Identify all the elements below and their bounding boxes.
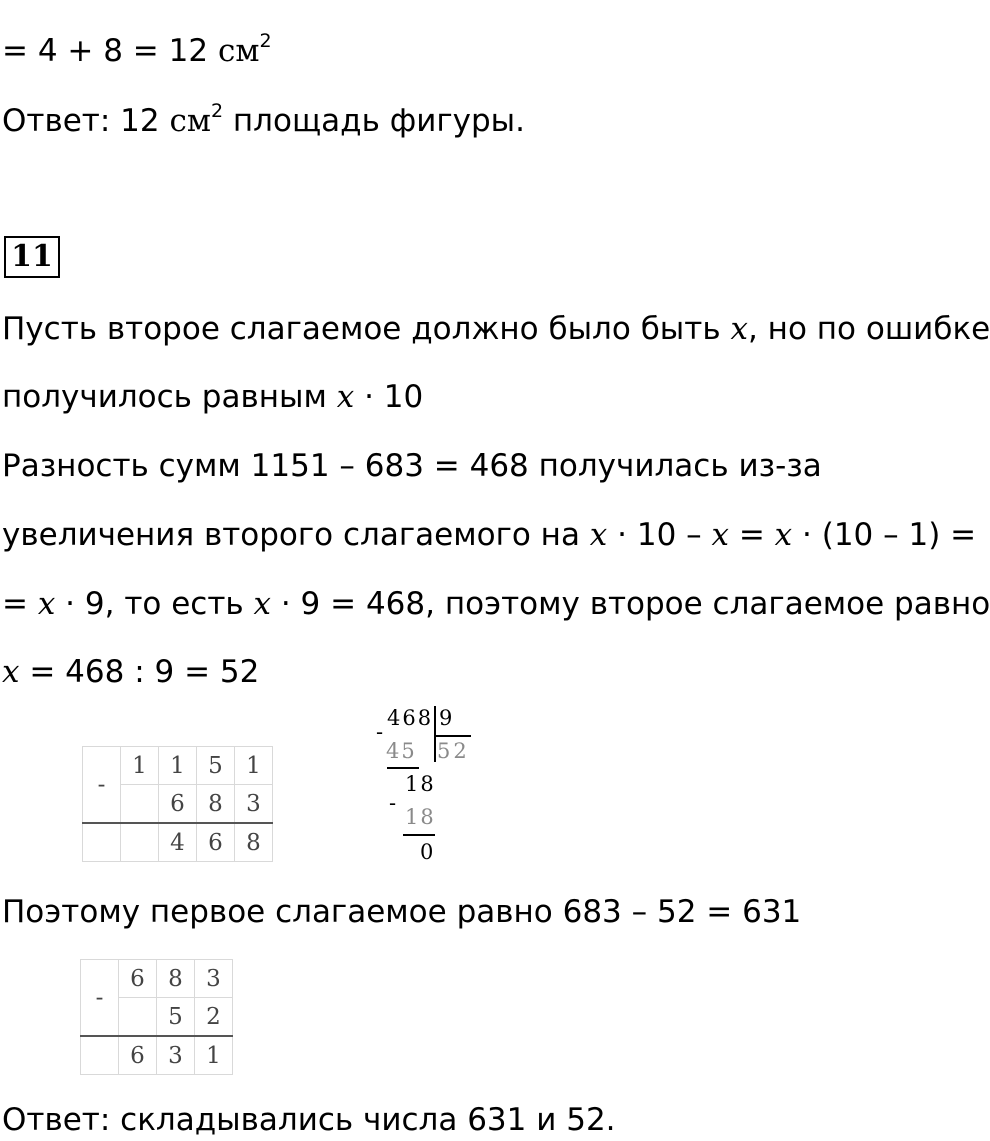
digit-cell: 5 <box>157 998 195 1037</box>
text: · 10 – <box>607 517 712 553</box>
empty-cell <box>121 823 159 862</box>
text: = <box>728 517 775 553</box>
text: увеличения второго слагаемого на <box>2 517 590 553</box>
digit-cell: 6 <box>119 1036 157 1075</box>
quotient: 52 <box>437 739 470 763</box>
empty-cell <box>121 785 159 824</box>
digit-cell: 3 <box>157 1036 195 1075</box>
solution-line-3: Разность сумм 1151 – 683 = 468 получилась из-за <box>2 448 822 484</box>
remainder-2: 0 <box>420 840 434 864</box>
unit-text: см <box>217 33 260 69</box>
solution-line-4 <box>2 517 977 553</box>
digit-cell: 1 <box>235 747 273 785</box>
digit-cell: 8 <box>235 823 273 862</box>
math-variable: x <box>589 517 608 553</box>
solution-line-5 <box>2 586 990 622</box>
math-variable: x <box>253 586 271 622</box>
math-variable: x <box>37 586 56 622</box>
minus-sign: - <box>376 720 384 744</box>
unit-text: см <box>169 103 211 139</box>
division-bar-horizontal <box>434 735 471 737</box>
solution-line-6 <box>2 654 260 690</box>
equation-text: = 4 + 8 = 12 <box>2 33 218 69</box>
math-variable: x <box>711 517 729 553</box>
subtrahend-2: 18 <box>405 805 436 829</box>
digit-cell: 4 <box>159 823 197 862</box>
digit-cell: 6 <box>119 960 157 998</box>
math-variable: x <box>336 379 355 415</box>
answer-line-prev <box>2 100 525 139</box>
equation-line <box>2 30 272 69</box>
text: Пусть второе слагаемое должно было быть <box>2 311 731 347</box>
minus-sign: - <box>83 747 121 824</box>
text: · (10 – 1) = <box>792 517 977 553</box>
empty-cell <box>119 998 157 1037</box>
digit-cell: 8 <box>197 785 235 824</box>
minus-sign: - <box>389 791 397 815</box>
digit-cell: 2 <box>195 998 233 1037</box>
text: = <box>2 586 38 622</box>
digit-cell: 1 <box>159 747 197 785</box>
digit-cell: 5 <box>197 747 235 785</box>
answer-suffix: площадь фигуры. <box>223 103 525 139</box>
digit-cell: 1 <box>195 1036 233 1075</box>
empty-cell <box>83 823 121 862</box>
text: = 468 : 9 = 52 <box>19 654 260 690</box>
text: получилось равным <box>2 379 337 415</box>
math-variable: x <box>2 654 20 690</box>
subtrahend-1: 45 <box>386 739 417 763</box>
math-variable: x <box>730 311 748 347</box>
empty-cell <box>81 1036 119 1075</box>
final-answer: Ответ: складывались числа 631 и 52. <box>2 1102 616 1138</box>
remainder-1: 18 <box>405 772 436 796</box>
division-bar-vertical <box>434 706 436 762</box>
digit-cell: 3 <box>235 785 273 824</box>
digit-cell: 8 <box>157 960 195 998</box>
solution-line-1 <box>2 311 990 347</box>
underline-1 <box>387 767 419 769</box>
solution-line-2 <box>2 379 424 415</box>
digit-cell: 3 <box>195 960 233 998</box>
exponent: 2 <box>259 30 272 52</box>
text: · 9 = 468, поэтому второе слагаемое равно <box>270 586 990 622</box>
minus-sign: - <box>81 960 119 1037</box>
task-number-box: 11 <box>4 236 60 278</box>
text: · 9, то есть <box>55 586 254 622</box>
answer-prefix: Ответ: 12 <box>2 103 170 139</box>
dividend: 468 <box>387 706 434 730</box>
digit-cell: 6 <box>159 785 197 824</box>
solution-line-7: Поэтому первое слагаемое равно 683 – 52 = 631 <box>2 894 802 930</box>
digit-cell: 6 <box>197 823 235 862</box>
math-variable: x <box>774 517 793 553</box>
text: , но по ошибке <box>747 311 990 347</box>
underline-2 <box>403 834 435 836</box>
column-subtraction-2 <box>80 959 233 1075</box>
text: · 10 <box>354 379 424 415</box>
divisor: 9 <box>439 706 453 730</box>
digit-cell: 1 <box>121 747 159 785</box>
column-subtraction-1 <box>82 746 273 862</box>
exponent: 2 <box>210 100 224 122</box>
